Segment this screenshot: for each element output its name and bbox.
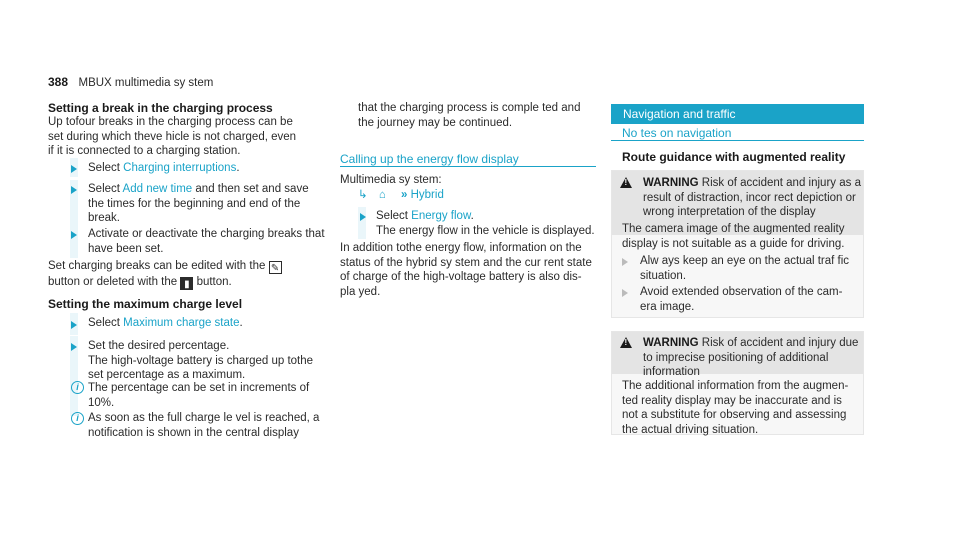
energy-flow-link[interactable]: Energy flow: [411, 210, 471, 222]
text-line: The additional information from the augmen-: [622, 380, 849, 392]
heading-route-guidance: Route guidance with augmented reality: [622, 150, 846, 164]
text-line: pla yed.: [340, 285, 381, 298]
step-text: .: [470, 210, 474, 222]
step-arrow-icon: [622, 258, 628, 266]
step-text: .: [236, 162, 240, 174]
text-line: of charge of the high-voltage battery is also dis-: [340, 271, 582, 283]
step-set-percentage: [88, 339, 313, 383]
text-line: that the charging process is comple ted and: [358, 102, 581, 114]
text-line: the journey may be continued.: [358, 116, 513, 129]
text-line: Alw ays keep an eye on the actual traf fic: [640, 255, 850, 267]
text-line: status of the hybrid sy stem and the cur rent state: [340, 256, 592, 269]
step-arrow-icon: [71, 321, 77, 329]
warning-label: WARNING: [643, 337, 699, 349]
step-arrow-icon: [622, 289, 628, 297]
text-line: notification is shown in the central display: [88, 426, 299, 439]
step-text: Select: [376, 210, 412, 222]
warning-label: WARNING: [643, 177, 699, 189]
trash-icon: ▮: [180, 277, 193, 290]
info-icon: i: [71, 381, 84, 394]
warning-icon: !: [620, 337, 632, 348]
text-line: ted reality display may be inaccurate and is: [622, 394, 842, 407]
step-stripe: [358, 207, 366, 239]
text-line: information: [643, 366, 700, 378]
warning-icon: !: [620, 177, 632, 188]
step-select-charging-interruptions: [88, 161, 240, 176]
text-line: Activate or deactivate the charging breaks that: [88, 228, 325, 240]
warning-1-body: [622, 222, 844, 251]
warning-1-step-1: [640, 254, 849, 283]
text-line: wrong interpretation of the display: [643, 206, 816, 218]
text-line: The high-voltage battery is charged up tothe: [88, 354, 314, 367]
warning-2-body: [622, 379, 848, 437]
pencil-icon: ✎: [269, 261, 282, 274]
step-text: .: [239, 317, 243, 329]
add-new-time-link[interactable]: Add new time: [122, 183, 193, 195]
step-arrow-icon: [360, 213, 366, 221]
warning-2-head: [643, 336, 858, 380]
text-line: Set charging breaks can be edited with the: [48, 260, 266, 272]
step-text: Select: [88, 162, 124, 174]
text-line: 10%.: [88, 396, 115, 409]
text-line: not a substitute for observing and assessing: [622, 409, 847, 421]
section-rule: [340, 166, 596, 167]
text-line: button.: [196, 276, 232, 288]
text-line: As soon as the full charge le vel is reached, a: [88, 412, 320, 424]
step-arrow-icon: [71, 186, 77, 194]
step-energy-flow: [376, 209, 595, 238]
step-arrow-icon: [71, 231, 77, 239]
text-line: Set the desired percentage.: [88, 340, 230, 352]
continued-paragraph: [358, 101, 580, 130]
text-line: result of distraction, incor rect depiction or: [643, 191, 856, 204]
step-text: Select: [88, 183, 123, 195]
chapter-banner-label: Navigation and traffic: [623, 107, 736, 121]
text-line: The camera image of the augmented reality: [622, 223, 845, 235]
text-line: era image.: [640, 300, 695, 313]
maximum-charge-state-link[interactable]: Maximum charge state: [123, 317, 240, 329]
step-activate-breaks: [88, 227, 325, 256]
warning-1-head: [643, 176, 861, 220]
text-line: Up tofour breaks in the charging process can be: [48, 116, 293, 128]
note-full-charge: [88, 411, 319, 440]
text-line: if it is connected to a charging station.: [48, 145, 241, 157]
section-rule: [611, 140, 864, 141]
text-line: situation.: [640, 269, 687, 282]
charging-interruptions-link[interactable]: Charging interruptions: [123, 162, 237, 174]
step-text: and then set and save: [192, 183, 309, 195]
heading-max-charge-level: Setting the maximum charge level: [48, 297, 243, 311]
text-line: Risk of accident and injury due: [701, 337, 859, 349]
chevron-double-right-icon: »: [401, 189, 408, 201]
step-arrow-icon: [71, 343, 77, 351]
text-line: button or deleted with the: [48, 276, 178, 288]
text-line: have been set.: [88, 242, 164, 255]
text-line: Risk of accident and injury as a: [701, 177, 861, 189]
intro-paragraph: [48, 115, 296, 159]
section-navigation-notes-title: No tes on navigation: [622, 126, 732, 140]
step-text: Select: [88, 317, 124, 329]
text-line: The energy flow in the vehicle is displayed.: [376, 224, 595, 237]
text-line: the times for the beginning and end of the: [88, 197, 301, 210]
hybrid-link[interactable]: Hybrid: [410, 189, 444, 201]
warning-1-step-2: [640, 285, 842, 314]
heading-setting-break: Setting a break in the charging process: [48, 101, 273, 115]
step-arrow-icon: [71, 165, 77, 173]
chapter-banner: [611, 104, 864, 124]
path-label: Multimedia sy stem:: [340, 174, 442, 186]
page-header-title: MBUX multimedia sy stem: [78, 77, 214, 89]
text-line: the actual driving situation.: [622, 423, 759, 436]
text-line: to imprecise positioning of additional: [643, 351, 829, 364]
energy-flow-paragraph: [340, 241, 592, 299]
home-icon: ⌂: [378, 189, 386, 201]
text-line: In addition tothe energy flow, information on the: [340, 242, 582, 254]
step-max-charge-state: [88, 316, 243, 331]
page-number: 388: [48, 75, 69, 89]
text-line: break.: [88, 212, 120, 224]
path-arrow-icon: ↳: [358, 189, 368, 201]
note-increments: [88, 381, 309, 410]
page-header: [48, 73, 213, 91]
step-add-new-time: [88, 182, 309, 226]
edit-delete-paragraph: [48, 259, 282, 290]
text-line: Avoid extended observation of the cam-: [640, 286, 843, 298]
text-line: The percentage can be set in increments of: [88, 382, 310, 394]
menu-path: [358, 188, 444, 203]
text-line: set percentage as a maximum.: [88, 369, 246, 381]
text-line: set during which theve hicle is not charged, even: [48, 130, 297, 143]
info-icon: i: [71, 412, 84, 425]
section-energy-flow-title: Calling up the energy flow display: [340, 152, 519, 166]
text-line: display is not suitable as a guide for driving.: [622, 237, 845, 250]
